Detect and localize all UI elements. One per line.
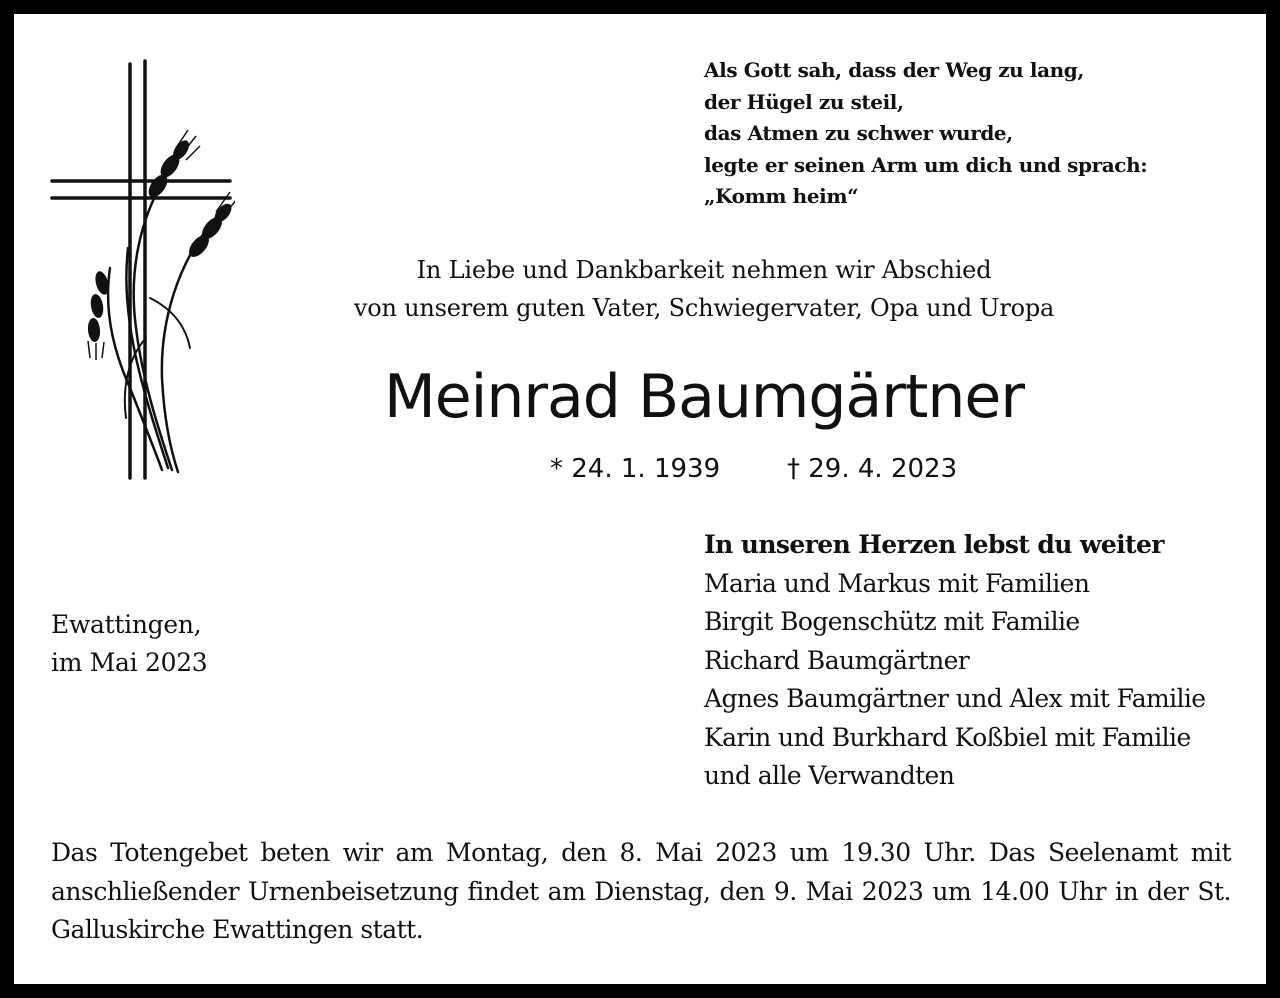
poem-line: der Hügel zu steil,	[704, 89, 904, 114]
mourner-entry: Agnes Baumgärtner und Alex mit Familie	[704, 684, 1206, 713]
poem-line: „Komm heim“	[704, 184, 859, 208]
mourner-entry: Maria und Markus mit Familien	[704, 568, 1090, 598]
mourner-entry: Karin und Burkhard Koßbiel mit Familie	[704, 722, 1191, 752]
date-line: im Mai 2023	[51, 648, 208, 677]
mourners-heading: In unseren Herzen lebst du weiter	[704, 530, 1164, 559]
service-notice: Das Totengebet beten wir am Montag, den 8. Mai 2023 um 19.30 Uhr. Das Seelenamt mit anschließender Urnenbeisetzung findet am Dienstag, den 9. Mai 2023 um 14.00 Uhr in der St. Galluskirche Ewattingen statt.	[51, 838, 1231, 944]
death-date: † 29. 4. 2023	[787, 454, 958, 484]
intro-line: In Liebe und Dankbarkeit nehmen wir Abschied	[416, 256, 992, 284]
intro-line: von unserem guten Vater, Schwiegervater, Opa und Uropa	[353, 294, 1055, 322]
obituary-card	[14, 14, 1266, 984]
poem-line: legte er seinen Arm um dich und sprach:	[704, 152, 1148, 177]
place-line: Ewattingen,	[51, 610, 202, 639]
mourners-list	[704, 526, 1206, 796]
mourner-entry: und alle Verwandten	[704, 761, 955, 790]
poem	[704, 55, 1147, 213]
birth-date: * 24. 1. 1939	[550, 454, 721, 484]
mourner-entry: Richard Baumgärtner	[704, 645, 970, 675]
cross-with-wheat-icon	[50, 58, 235, 483]
farewell-intro	[314, 251, 1094, 327]
poem-line: das Atmen zu schwer wurde,	[704, 121, 1013, 145]
poem-line: Als Gott sah, dass der Weg zu lang,	[704, 58, 1084, 82]
place-and-date	[51, 606, 207, 682]
deceased-name: Meinrad Baumgärtner	[383, 362, 1025, 432]
mourner-entry: Birgit Bogenschütz mit Familie	[704, 607, 1080, 636]
